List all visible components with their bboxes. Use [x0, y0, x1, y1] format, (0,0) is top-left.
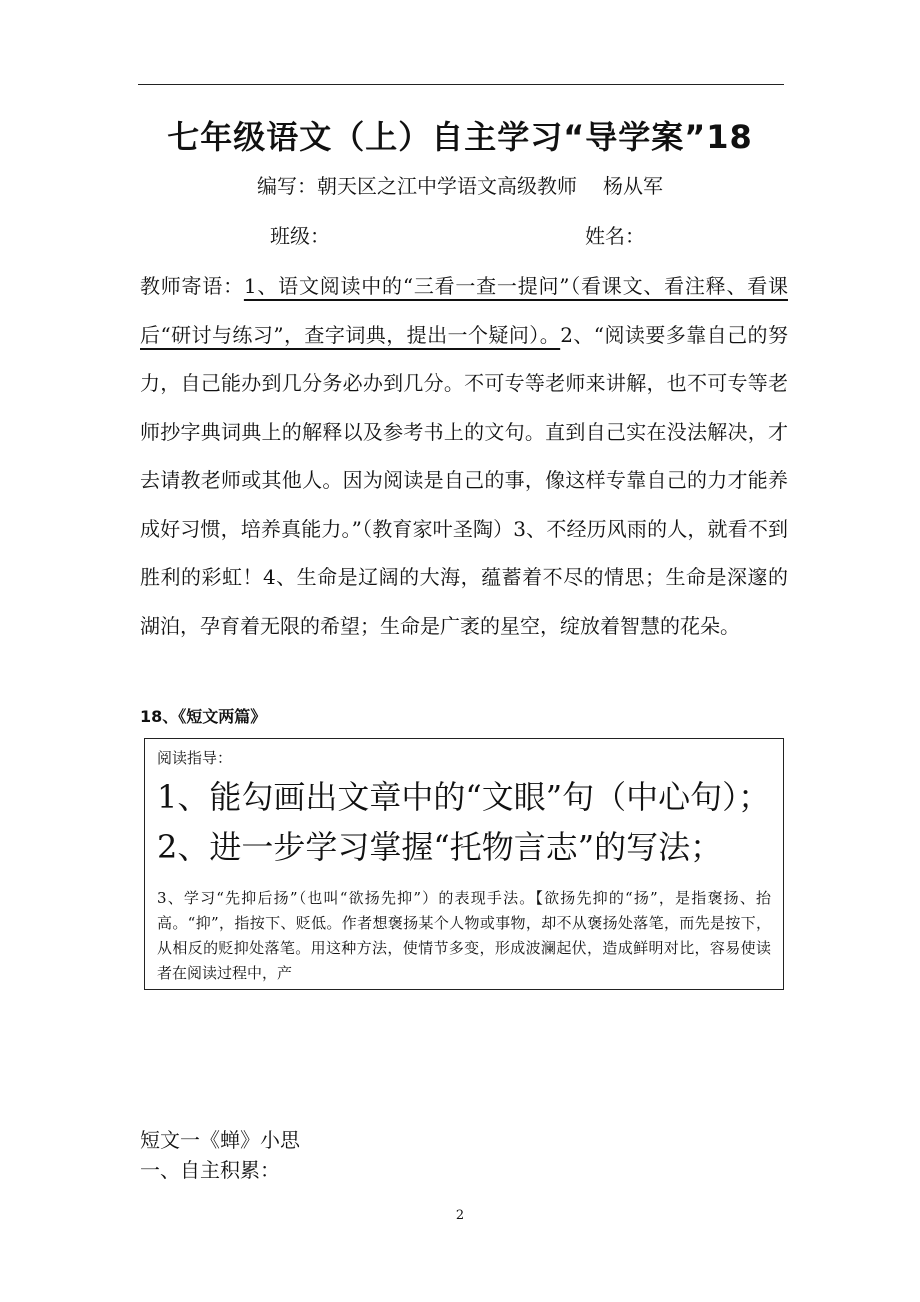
guide-item-1: 1、能勾画出文章中的“文眼”句（中心句）； [157, 778, 771, 816]
author-line [0, 170, 920, 199]
teacher-message [140, 262, 788, 650]
top-rule [138, 84, 784, 85]
author-prefix: 编写：朝天区之江中学语文高级教师 [257, 174, 577, 198]
page-number: 2 [455, 1208, 465, 1223]
guide-item-2: 2、进一步学习掌握“托物言志”的写法； [157, 828, 723, 866]
teacher-message-body: 2、“阅读要多靠自己的努力，自己能办到几分务必办到几分。不可专等老师来讲解，也不可专等老师抄字典词典上的解释以及参考书上的文句。直到自己实在没法解决，才去请教老师或其他人。因为阅读是自己的事，像这样专靠自己的力才能养成好习惯，培养真能力。”（教育家叶圣陶）3、不经历风雨的人，就看不到胜利的彩虹！4、生命是辽阔的大海，蕴蓄着不尽的情思；生命是深邃的湖泊，孕育着无限的希望；生命是广袤的星空，绽放着智慧的花朵。 [140, 322, 789, 638]
teacher-message-underlined: 1、语文阅读中的“三看一查一提问”（看课文、看注释、看课后“研讨与练习”，查字词典，提出一个疑问）。 [140, 274, 788, 347]
page-title: 七年级语文（上）自主学习“导学案”18 [167, 118, 753, 156]
name-label: 姓名： [585, 224, 645, 248]
sub-title: 短文一《蝉》小思 [140, 1128, 300, 1152]
reading-guide-label: 阅读指导： [157, 749, 233, 767]
class-label: 班级： [270, 224, 330, 248]
teacher-message-label: 教师寄语： [140, 274, 244, 298]
section-heading: 一、自主积累： [140, 1158, 280, 1182]
reading-guide-box [144, 738, 784, 990]
lesson-title: 18、《短文两篇》 [140, 707, 267, 726]
author-name: 杨从军 [603, 174, 663, 198]
guide-item-3: 3、学习“先抑后扬”（也叫“欲扬先抑”）的表现手法。【欲扬先抑的“扬”，是指褒扬、抬高。“抑”，指按下、贬低。作者想褒扬某个人物或事物，却不从褒扬处落笔，而先是按下，从相反的贬抑处落笔。用这种方法，使情节多变，形成波澜起伏，造成鲜明对比，容易使读者在阅读过程中，产 [157, 889, 771, 982]
